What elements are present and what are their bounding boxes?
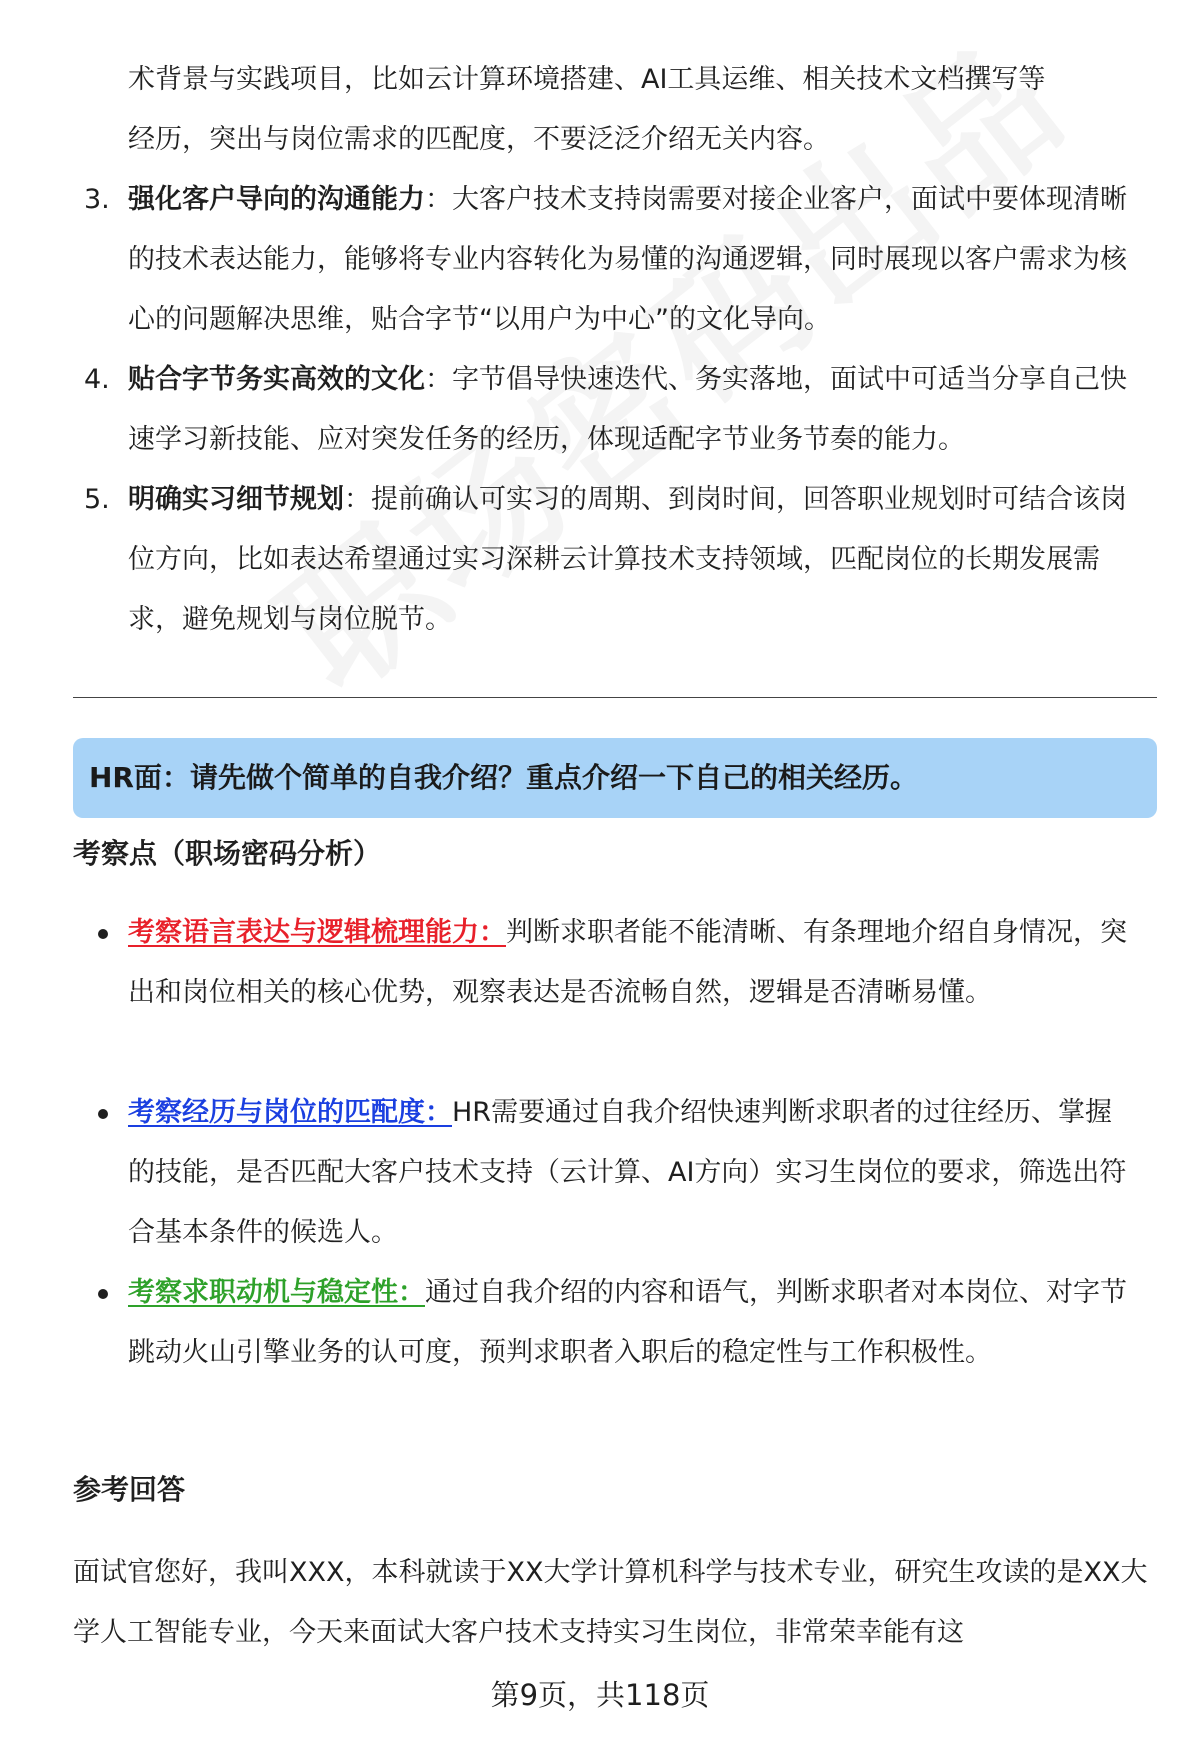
tip-text: ：提前确认可实习的周期、到岗时间，回答职业规划时可结合该岗位方向，比如表达希望通过实习深耕云计算技术支持领域，匹配岗位的长期发展需求，避免规划与岗位脱节。	[128, 484, 1127, 635]
tip-number: 3.	[84, 184, 110, 215]
question-box	[73, 738, 1157, 818]
list-item-continued	[128, 50, 1138, 170]
analysis-keyword: 考察求职动机与稳定性：	[128, 1277, 425, 1308]
analysis-keyword: 考察语言表达与逻辑梳理能力：	[128, 917, 506, 948]
tip-title: 明确实习细节规划	[128, 484, 344, 515]
analysis-point	[128, 1263, 1138, 1383]
analysis-point	[128, 1083, 1138, 1263]
reference-heading: 参考回答	[73, 1473, 186, 1506]
tip-number: 5.	[84, 484, 110, 515]
tip-text: ：大客户技术支持岗需要对接企业客户，面试中要体现清晰的技术表达能力，能够将专业内容转化为易懂的沟通逻辑，同时展现以客户需求为核心的问题解决思维，贴合字节“以用户为中心”的文化导向。	[128, 184, 1127, 335]
tip-item	[128, 170, 1138, 350]
reference-answer: 面试官您好，我叫XXX，本科就读于XX大学计算机科学与技术专业，研究生攻读的是XX大学人工智能专业，今天来面试大客户技术支持实习生岗位，非常荣幸能有这	[73, 1557, 1148, 1648]
analysis-point	[128, 903, 1138, 1023]
analysis-text: 通过自我介绍的内容和语气，判断求职者对本岗位、对字节跳动火山引擎业务的认可度，预判求职者入职后的稳定性与工作积极性。	[128, 1277, 1127, 1368]
continued-line-2: 经历，突出与岗位需求的匹配度，不要泛泛介绍无关内容。	[128, 124, 830, 155]
continued-line-1: 术背景与实践项目，比如云计算环境搭建、AI工具运维、相关技术文档撰写等	[128, 64, 1046, 95]
analysis-keyword: 考察经历与岗位的匹配度：	[128, 1097, 452, 1128]
analysis-heading: 考察点（职场密码分析）	[73, 837, 382, 870]
bullet-dot	[98, 1289, 108, 1299]
tip-item	[128, 470, 1138, 650]
bullet-dot	[98, 1109, 108, 1119]
tip-number: 4.	[84, 364, 110, 395]
tip-text: ：字节倡导快速迭代、务实落地，面试中可适当分享自己快速学习新技能、应对突发任务的经历，体现适配字节业务节奏的能力。	[128, 364, 1127, 455]
bullet-dot	[98, 929, 108, 939]
question-title: HR面：请先做个简单的自我介绍？重点介绍一下自己的相关经历。	[89, 761, 918, 794]
tip-title: 贴合字节务实高效的文化	[128, 364, 425, 395]
analysis-text: 判断求职者能不能清晰、有条理地介绍自身情况，突出和岗位相关的核心优势，观察表达是否流畅自然，逻辑是否清晰易懂。	[128, 917, 1127, 1008]
tip-item	[128, 350, 1138, 470]
analysis-text: HR需要通过自我介绍快速判断求职者的过往经历、掌握的技能，是否匹配大客户技术支持（云计算、AI方向）实习生岗位的要求，筛选出符合基本条件的候选人。	[128, 1097, 1127, 1248]
tip-title: 强化客户导向的沟通能力	[128, 184, 425, 215]
section-divider	[73, 697, 1157, 698]
page-footer: 第9页，共118页	[490, 1678, 710, 1712]
